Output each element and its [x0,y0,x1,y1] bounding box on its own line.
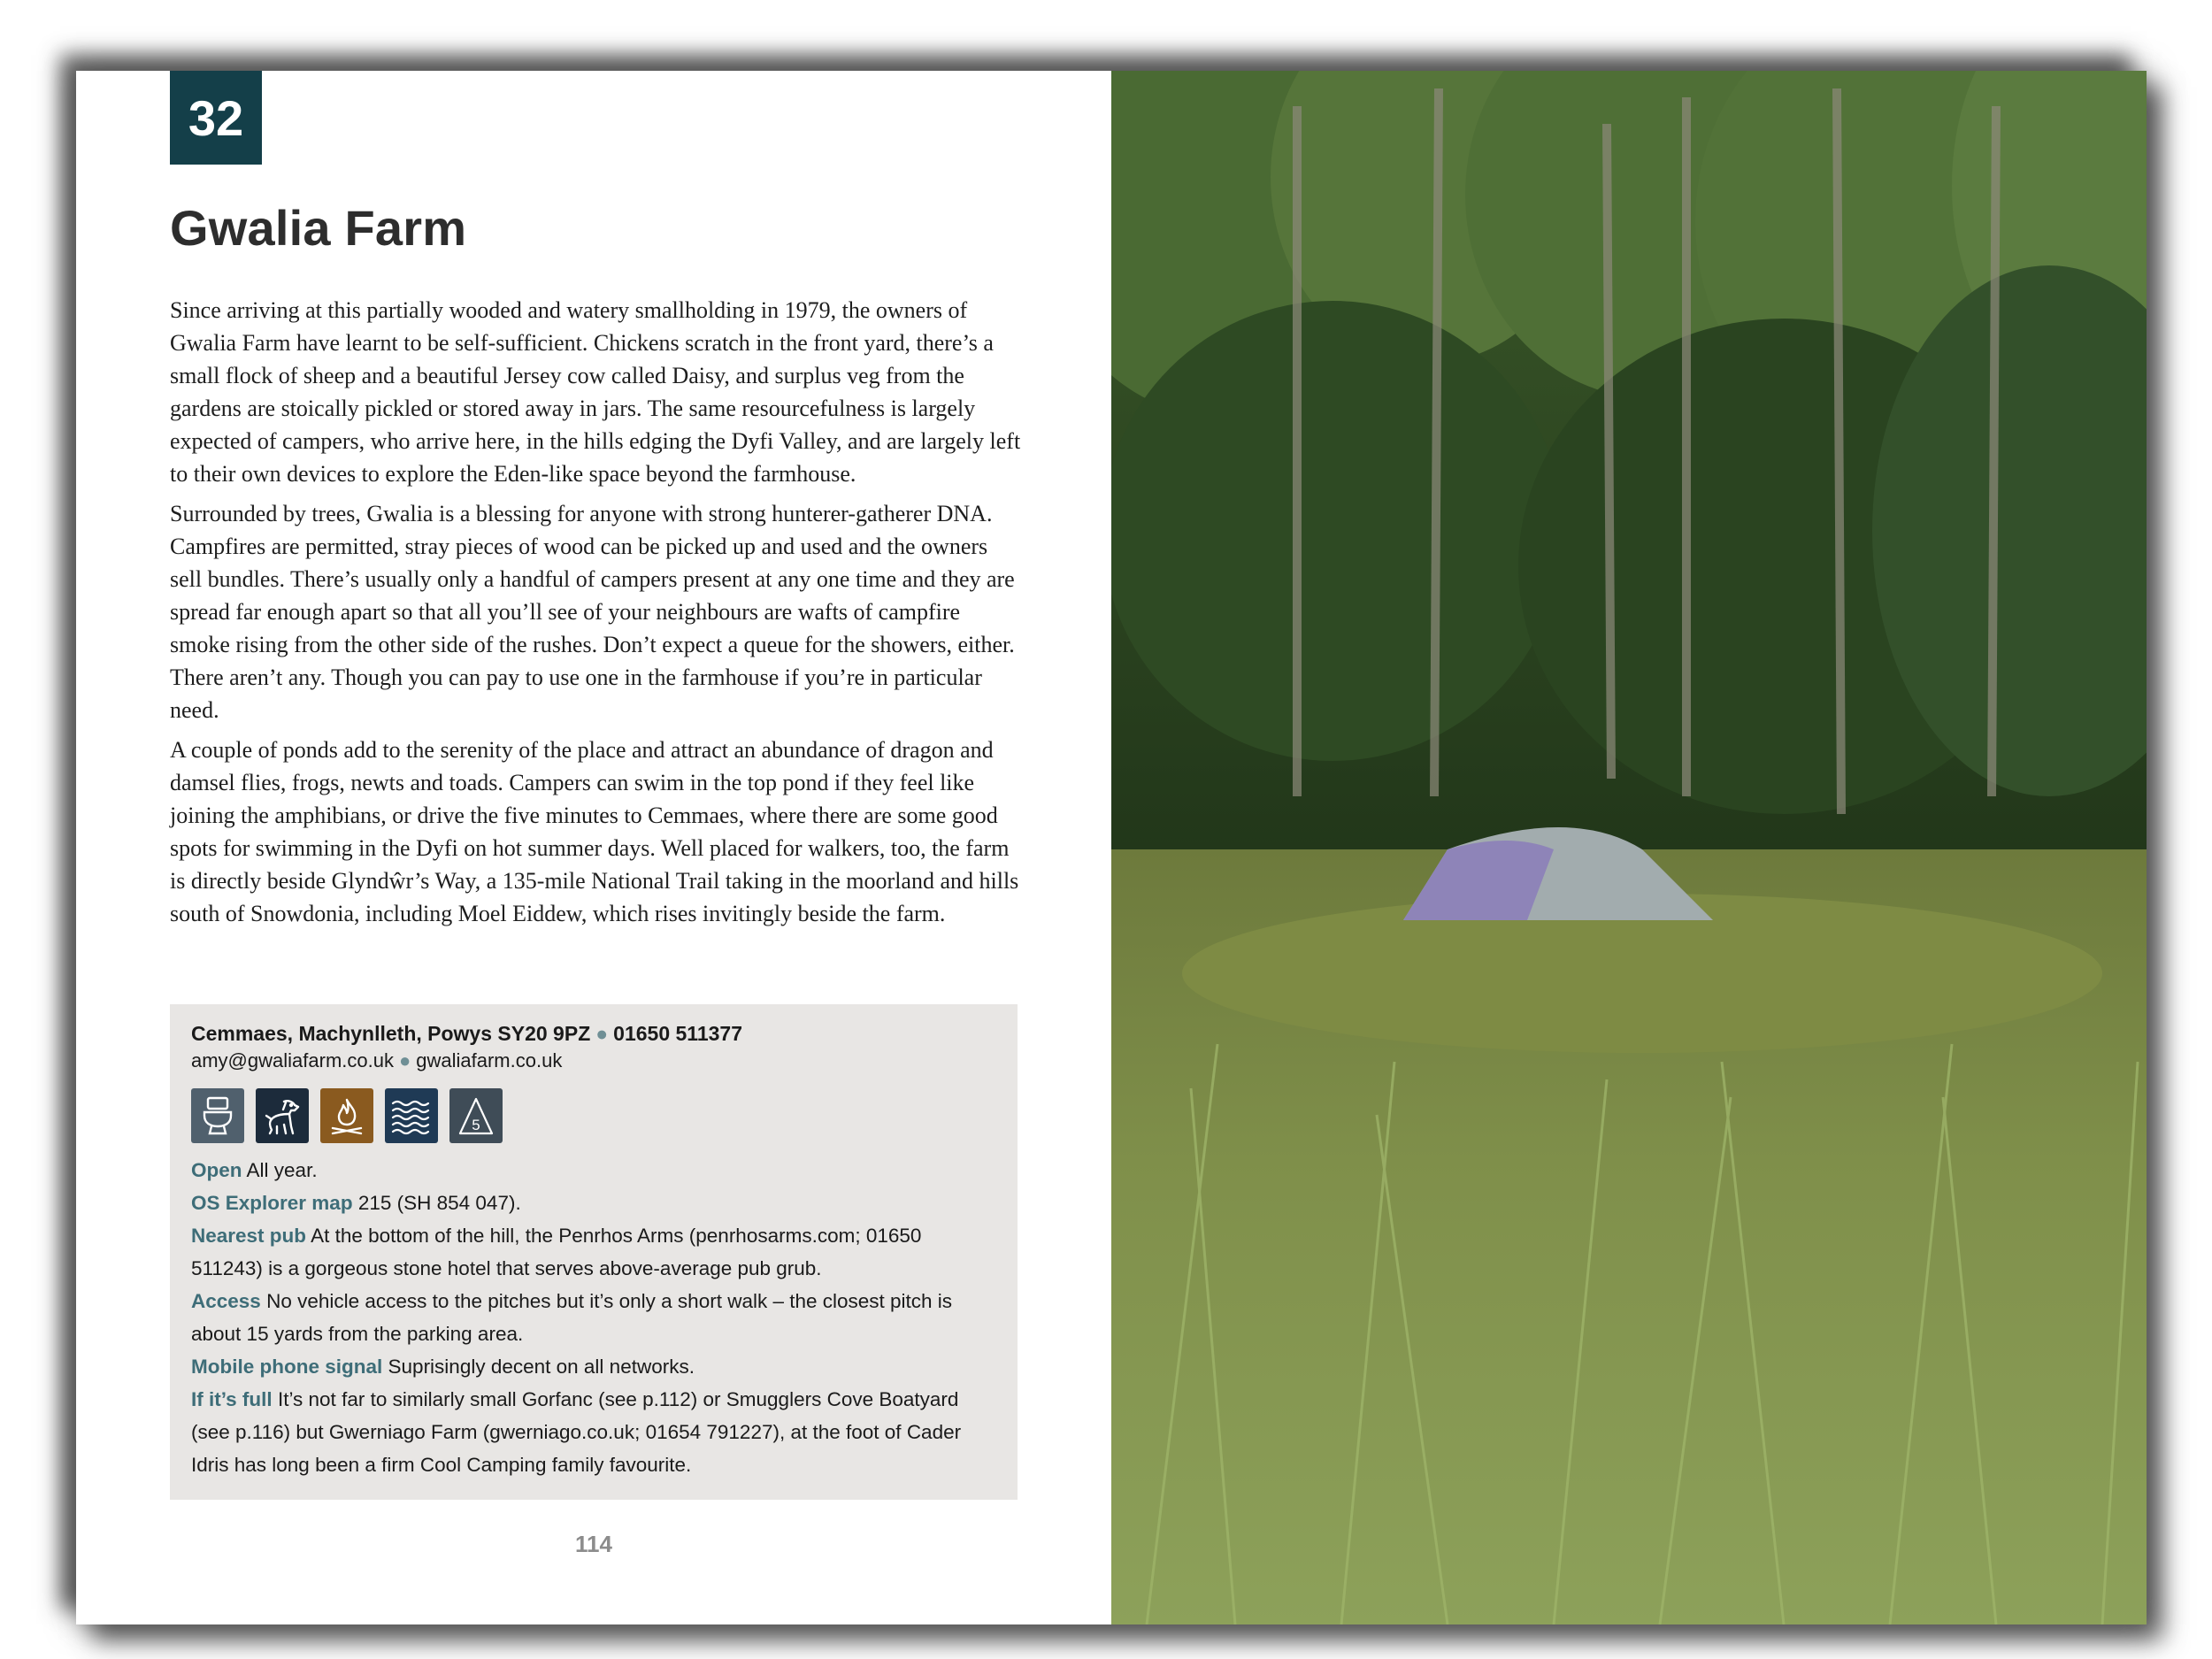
info-box [170,1004,1018,1500]
fact-access [191,1285,996,1350]
toilet-icon [191,1088,244,1143]
contact-line [191,1048,996,1074]
fact-text: All year. [246,1159,318,1181]
site-number-badge: 32 [170,71,262,165]
fact-label: If it’s full [191,1388,273,1410]
paragraph: Surrounded by trees, Gwalia is a blessing for anyone with strong hunterer-gatherer DNA. Campfires are permitted, stray pieces of wood can be picked up and used and the owners sell bundles. There’s usually only a handful of campers present at any one time and they are spread far enough apart so that all you’ll see of your neighbours are wafts of campfire smoke rising from the other side of the rushes. Don’t expect a queue for the showers, either. There aren’t any. Though you can pay to use one in the farmhouse if you’re in particular need. [170,501,1015,723]
dog-icon [256,1088,309,1143]
fact-os-map [191,1187,996,1219]
address-line [191,1020,996,1048]
fact-label: Mobile phone signal [191,1356,383,1378]
article-body [170,294,1021,937]
campfire-icon [320,1088,373,1143]
fact-text: At the bottom of the hill, the Penrhos Arms (penrhosarms.com; 01650 511243) is a gorgeous stone hotel that serves above-average pub grub. [191,1225,922,1279]
book-spread [76,71,2147,1624]
fact-label: Open [191,1159,242,1181]
fact-label: Access [191,1290,261,1312]
paragraph: A couple of ponds add to the serenity of the place and attract an abundance of dragon and damsel flies, frogs, newts and toads. Campers can swim in the top pond if they feel like joining the amphibians, or drive the five minutes to Cemmaes, where there are some good spots for swimming in the Dyfi on hot summer days. Well placed for walkers, too, the farm is directly beside Glyndŵr’s Way, a 135-mile National Trail taking in the moorland and hills south of Snowdonia, including Moel Eiddew, which rises invitingly beside the farm. [170,737,1019,926]
facts-list [191,1154,996,1481]
pitch-count: 5 [472,1117,480,1133]
fact-label: OS Explorer map [191,1192,353,1214]
fact-if-full [191,1383,996,1481]
fact-text: No vehicle access to the pitches but it’s only a short walk – the closest pitch is about 15 yards from the parking area. [191,1290,953,1345]
fact-mobile-signal [191,1350,996,1383]
phone-number: 01650 511377 [613,1022,742,1045]
fact-nearest-pub [191,1219,996,1285]
paragraph: Since arriving at this partially wooded and watery smallholding in 1979, the owners of Gwalia Farm have learnt to be self-sufficient. Chickens scratch in the front yard, there’s a small flock of sheep and a beautiful Jersey cow called Daisy, and surplus veg from the gardens are stoically pickled or stored away in jars. The same resourcefulness is largely expected of campers, who arrive here, in the hills edging the Dyfi Valley, and are largely left to their own devices to explore the Eden-like space beyond the farmhouse. [170,297,1021,487]
separator-dot: ● [595,1022,609,1045]
page-number: 114 [575,1531,612,1557]
fact-text: It’s not far to similarly small Gorfanc (see p.112) or Smugglers Cove Boatyard (see p.116) but Gwerniago Farm (gwerniago.co.uk; 01654 791227), at the foot of Cader Idris has long been a firm Cool Camping family favourite. [191,1388,962,1476]
fact-open [191,1154,996,1187]
page-title: Gwalia Farm [170,200,467,256]
fact-text: Suprisingly decent on all networks. [388,1356,695,1378]
facility-icons [191,1088,996,1143]
tent-5-pitches-icon [449,1088,503,1143]
campsite-photo [1111,71,2147,1624]
address: Cemmaes, Machynlleth, Powys SY20 9PZ [191,1022,591,1045]
left-page [76,71,1111,1624]
swimming-water-icon [385,1088,438,1143]
website-link[interactable]: gwaliafarm.co.uk [416,1049,563,1071]
fact-label: Nearest pub [191,1225,307,1247]
fact-text: 215 (SH 854 047). [357,1192,521,1214]
email-link[interactable]: amy@gwaliafarm.co.uk [191,1049,394,1071]
separator-dot: ● [398,1049,411,1071]
right-page [1111,71,2147,1624]
